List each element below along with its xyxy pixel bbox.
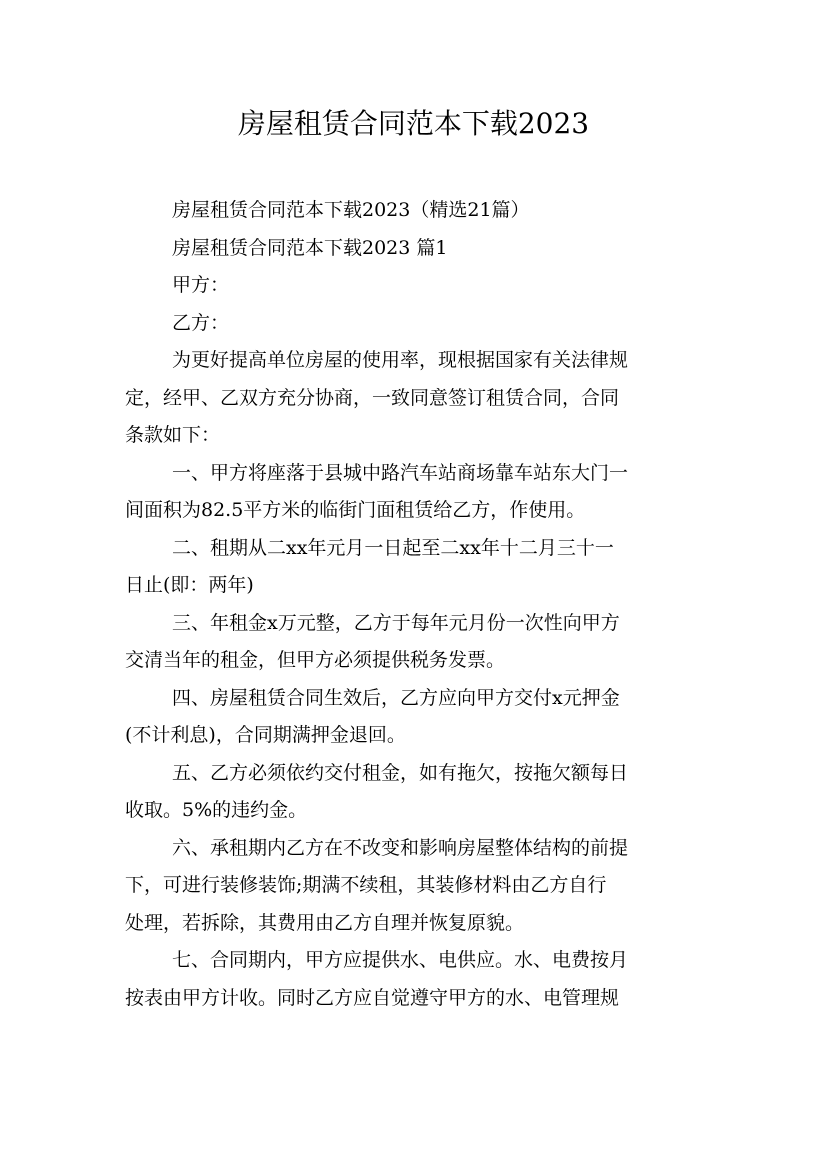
paragraph-line: (不计利息)，合同期满押金退回。	[125, 724, 406, 746]
paragraph-line: 三、年租金x万元整，乙方于每年元月份一次性向甲方	[172, 611, 620, 634]
document-title: 房屋租赁合同范本下载2023	[237, 107, 590, 140]
paragraph	[125, 830, 705, 943]
paragraph	[125, 342, 705, 455]
paragraph-line: 四、房屋租赁合同生效后，乙方应向甲方交付x元押金	[172, 686, 620, 709]
paragraph-line: 七、合同期内，甲方应提供水、电供应。水、电费按月	[172, 949, 629, 971]
paragraph-line: 六、承租期内乙方在不改变和影响房屋整体结构的前提	[172, 836, 629, 859]
paragraph-line: 收取。5%的违约金。	[125, 799, 308, 821]
paragraph	[125, 605, 705, 680]
party-b-label: 乙方：	[172, 311, 230, 334]
paragraph	[125, 530, 705, 605]
paragraph-line: 交清当年的租金，但甲方必须提供税务发票。	[125, 649, 506, 671]
paragraph-line: 日止(即：两年)	[125, 574, 254, 596]
paragraph-line: 五、乙方必须依约交付租金，如有拖欠，按拖欠额每日	[172, 761, 629, 784]
document-body	[125, 192, 705, 1017]
paragraph-line: 一、甲方将座落于县城中路汽车站商场靠车站东大门一	[172, 461, 629, 484]
paragraph	[125, 942, 705, 1017]
paragraph-line: 二、租期从二xx年元月一日起至二xx年十二月三十一	[172, 536, 614, 559]
paragraph-line: 按表由甲方计收。同时乙方应自觉遵守甲方的水、电管理规	[125, 986, 620, 1009]
paragraph-line: 为更好提高单位房屋的使用率，现根据国家有关法律规	[172, 349, 629, 371]
paragraph-line: 条款如下：	[125, 424, 221, 446]
paragraph-line: 定，经甲、乙双方充分协商，一致同意签订租赁合同，合同	[125, 386, 620, 409]
paragraph	[125, 755, 705, 830]
paragraph-line: 间面积为82.5平方米的临街门面租赁给乙方，作使用。	[125, 499, 586, 521]
paragraph	[125, 680, 705, 755]
section-heading: 房屋租赁合同范本下载2023 篇1	[172, 236, 448, 259]
paragraph-line: 处理，若拆除，其费用由乙方自理并恢复原貌。	[125, 911, 525, 934]
paragraph	[125, 455, 705, 530]
paragraph-line: 下，可进行装修装饰;期满不续租，其装修材料由乙方自行	[125, 874, 607, 896]
document-subtitle: 房屋租赁合同范本下载2023（精选21篇）	[172, 199, 530, 221]
party-a-label: 甲方：	[172, 274, 230, 296]
